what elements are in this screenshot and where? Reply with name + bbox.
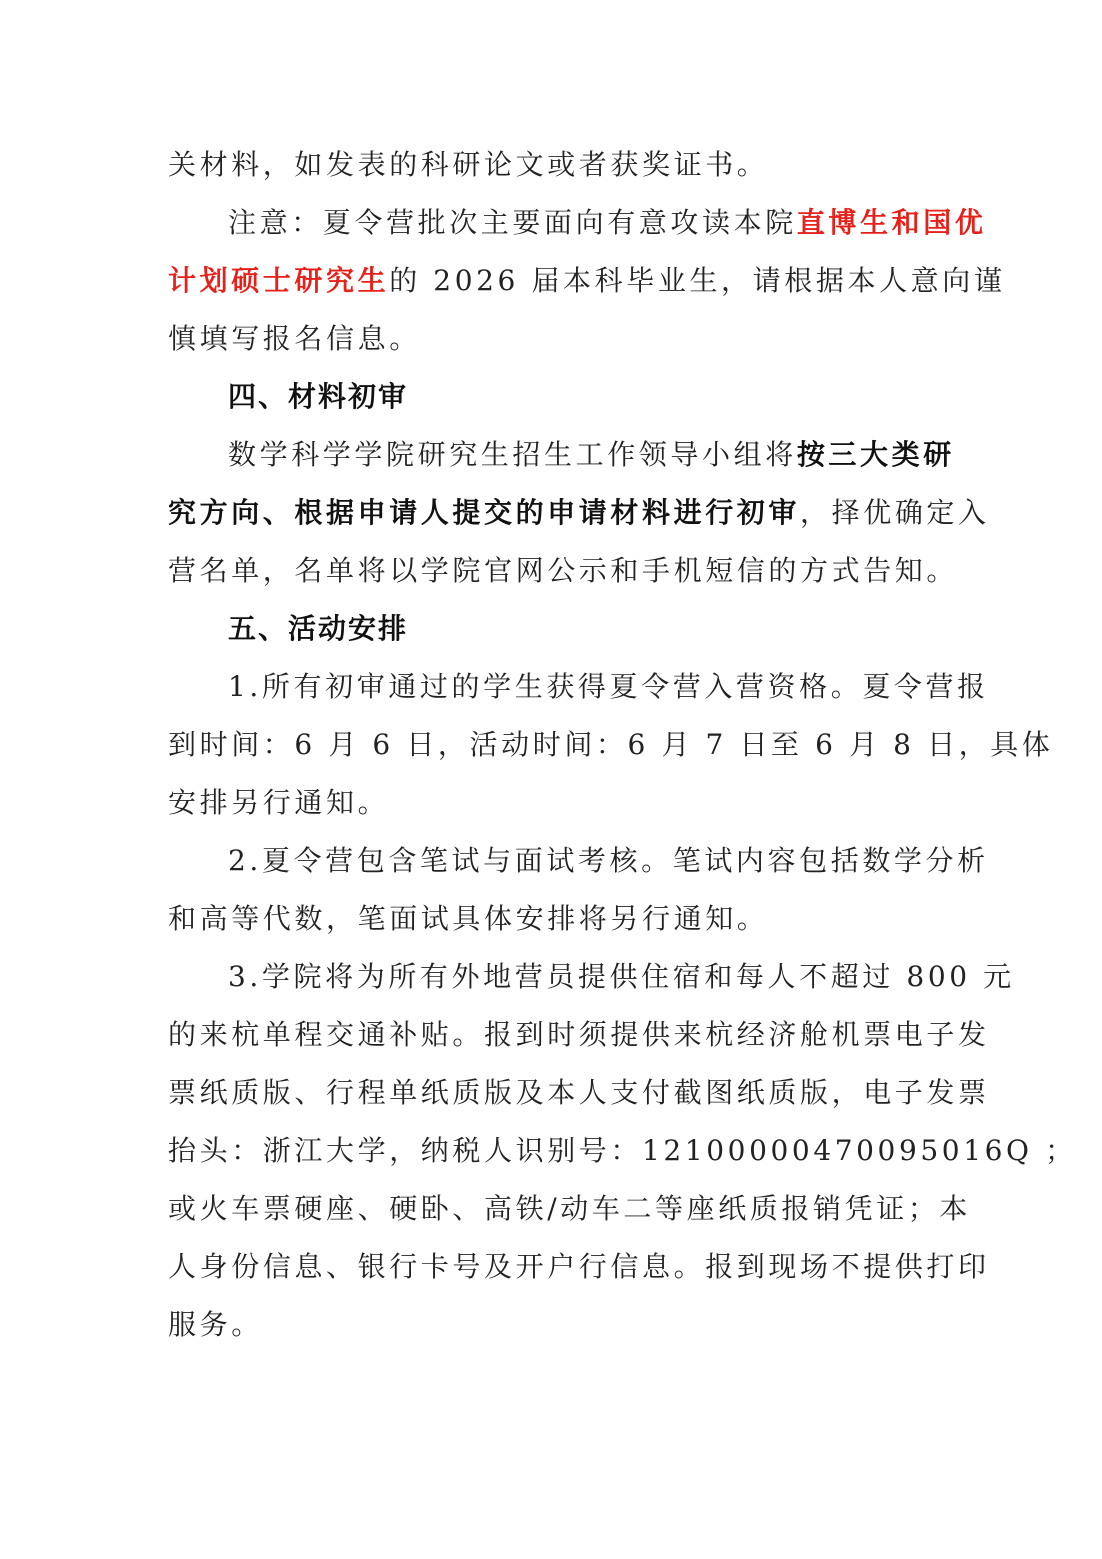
section-heading-review — [168, 368, 934, 426]
section-heading-activities — [168, 600, 934, 658]
note-text: 慎填写报名信息。 — [168, 322, 421, 355]
body-text: 数学科学学院研究生招生工作领导小组将 — [228, 438, 797, 471]
review-line-1 — [168, 426, 955, 484]
body-text: 和高等代数，笔面试具体安排将另行通知。 — [168, 902, 769, 935]
body-text: 1.所有初审通过的学生获得夏令营入营资格。夏令营报 — [228, 670, 989, 703]
body-text: 或火车票硬座、硬卧、高铁/动车二等座纸质报销凭证；本 — [168, 1192, 972, 1225]
item3-line-1 — [168, 948, 1015, 1006]
item3-line-4 — [168, 1122, 1077, 1180]
section-heading: 四、材料初审 — [228, 380, 409, 413]
body-text: 抬头：浙江大学，纳税人识别号：12100000470095016Q ； — [168, 1134, 1077, 1167]
review-line-3 — [168, 542, 959, 600]
item3-line-5 — [168, 1180, 972, 1238]
note-text: 注意：夏令营批次主要面向有意攻读本院 — [228, 206, 797, 239]
body-text: 安排另行通知。 — [168, 786, 390, 819]
item3-line-3 — [168, 1064, 990, 1122]
body-text: 营名单，名单将以学院官网公示和手机短信的方式告知。 — [168, 554, 959, 587]
item2-line-2 — [168, 890, 934, 948]
body-text: 票纸质版、行程单纸质版及本人支付截图纸质版，电子发票 — [168, 1076, 990, 1109]
note-line-2 — [168, 252, 1006, 310]
note-text: 的 2026 届本科毕业生，请根据本人意向谨 — [389, 264, 1006, 297]
body-text: 人身份信息、银行卡号及开户行信息。报到现场不提供打印 — [168, 1250, 990, 1283]
item1-line-1 — [168, 658, 989, 716]
bold-text: 究方向、根据申请人提交的申请材料进行初审 — [168, 496, 801, 529]
body-text: 服务。 — [168, 1308, 263, 1341]
item3-line-2 — [168, 1006, 990, 1064]
note-line-3 — [168, 310, 934, 368]
body-text: 到时间：6 月 6 日，活动时间：6 月 7 日至 6 月 8 日，具体 — [168, 728, 1054, 761]
body-text: 2.夏令营包含笔试与面试考核。笔试内容包括数学分析 — [228, 844, 989, 877]
item1-line-2 — [168, 716, 1054, 774]
item3-line-6 — [168, 1238, 990, 1296]
document-page — [168, 136, 1077, 1354]
note-highlight: 直博生和国优 — [796, 206, 987, 239]
paragraph-materials-end — [168, 136, 934, 194]
body-text: 的来杭单程交通补贴。报到时须提供来杭经济舱机票电子发 — [168, 1018, 990, 1051]
note-highlight: 计划硕士研究生 — [168, 264, 390, 297]
body-text: 3.学院将为所有外地营员提供住宿和每人不超过 800 元 — [228, 960, 1015, 993]
review-line-2 — [168, 484, 990, 542]
item3-line-7 — [168, 1296, 934, 1354]
item2-line-1 — [168, 832, 989, 890]
body-text: ，择优确定入 — [800, 496, 990, 529]
text-line: 关材料，如发表的科研论文或者获奖证书。 — [168, 148, 769, 181]
item1-line-3 — [168, 774, 934, 832]
bold-text: 按三大类研 — [796, 438, 955, 471]
section-heading: 五、活动安排 — [228, 612, 409, 645]
note-line-1 — [168, 194, 987, 252]
